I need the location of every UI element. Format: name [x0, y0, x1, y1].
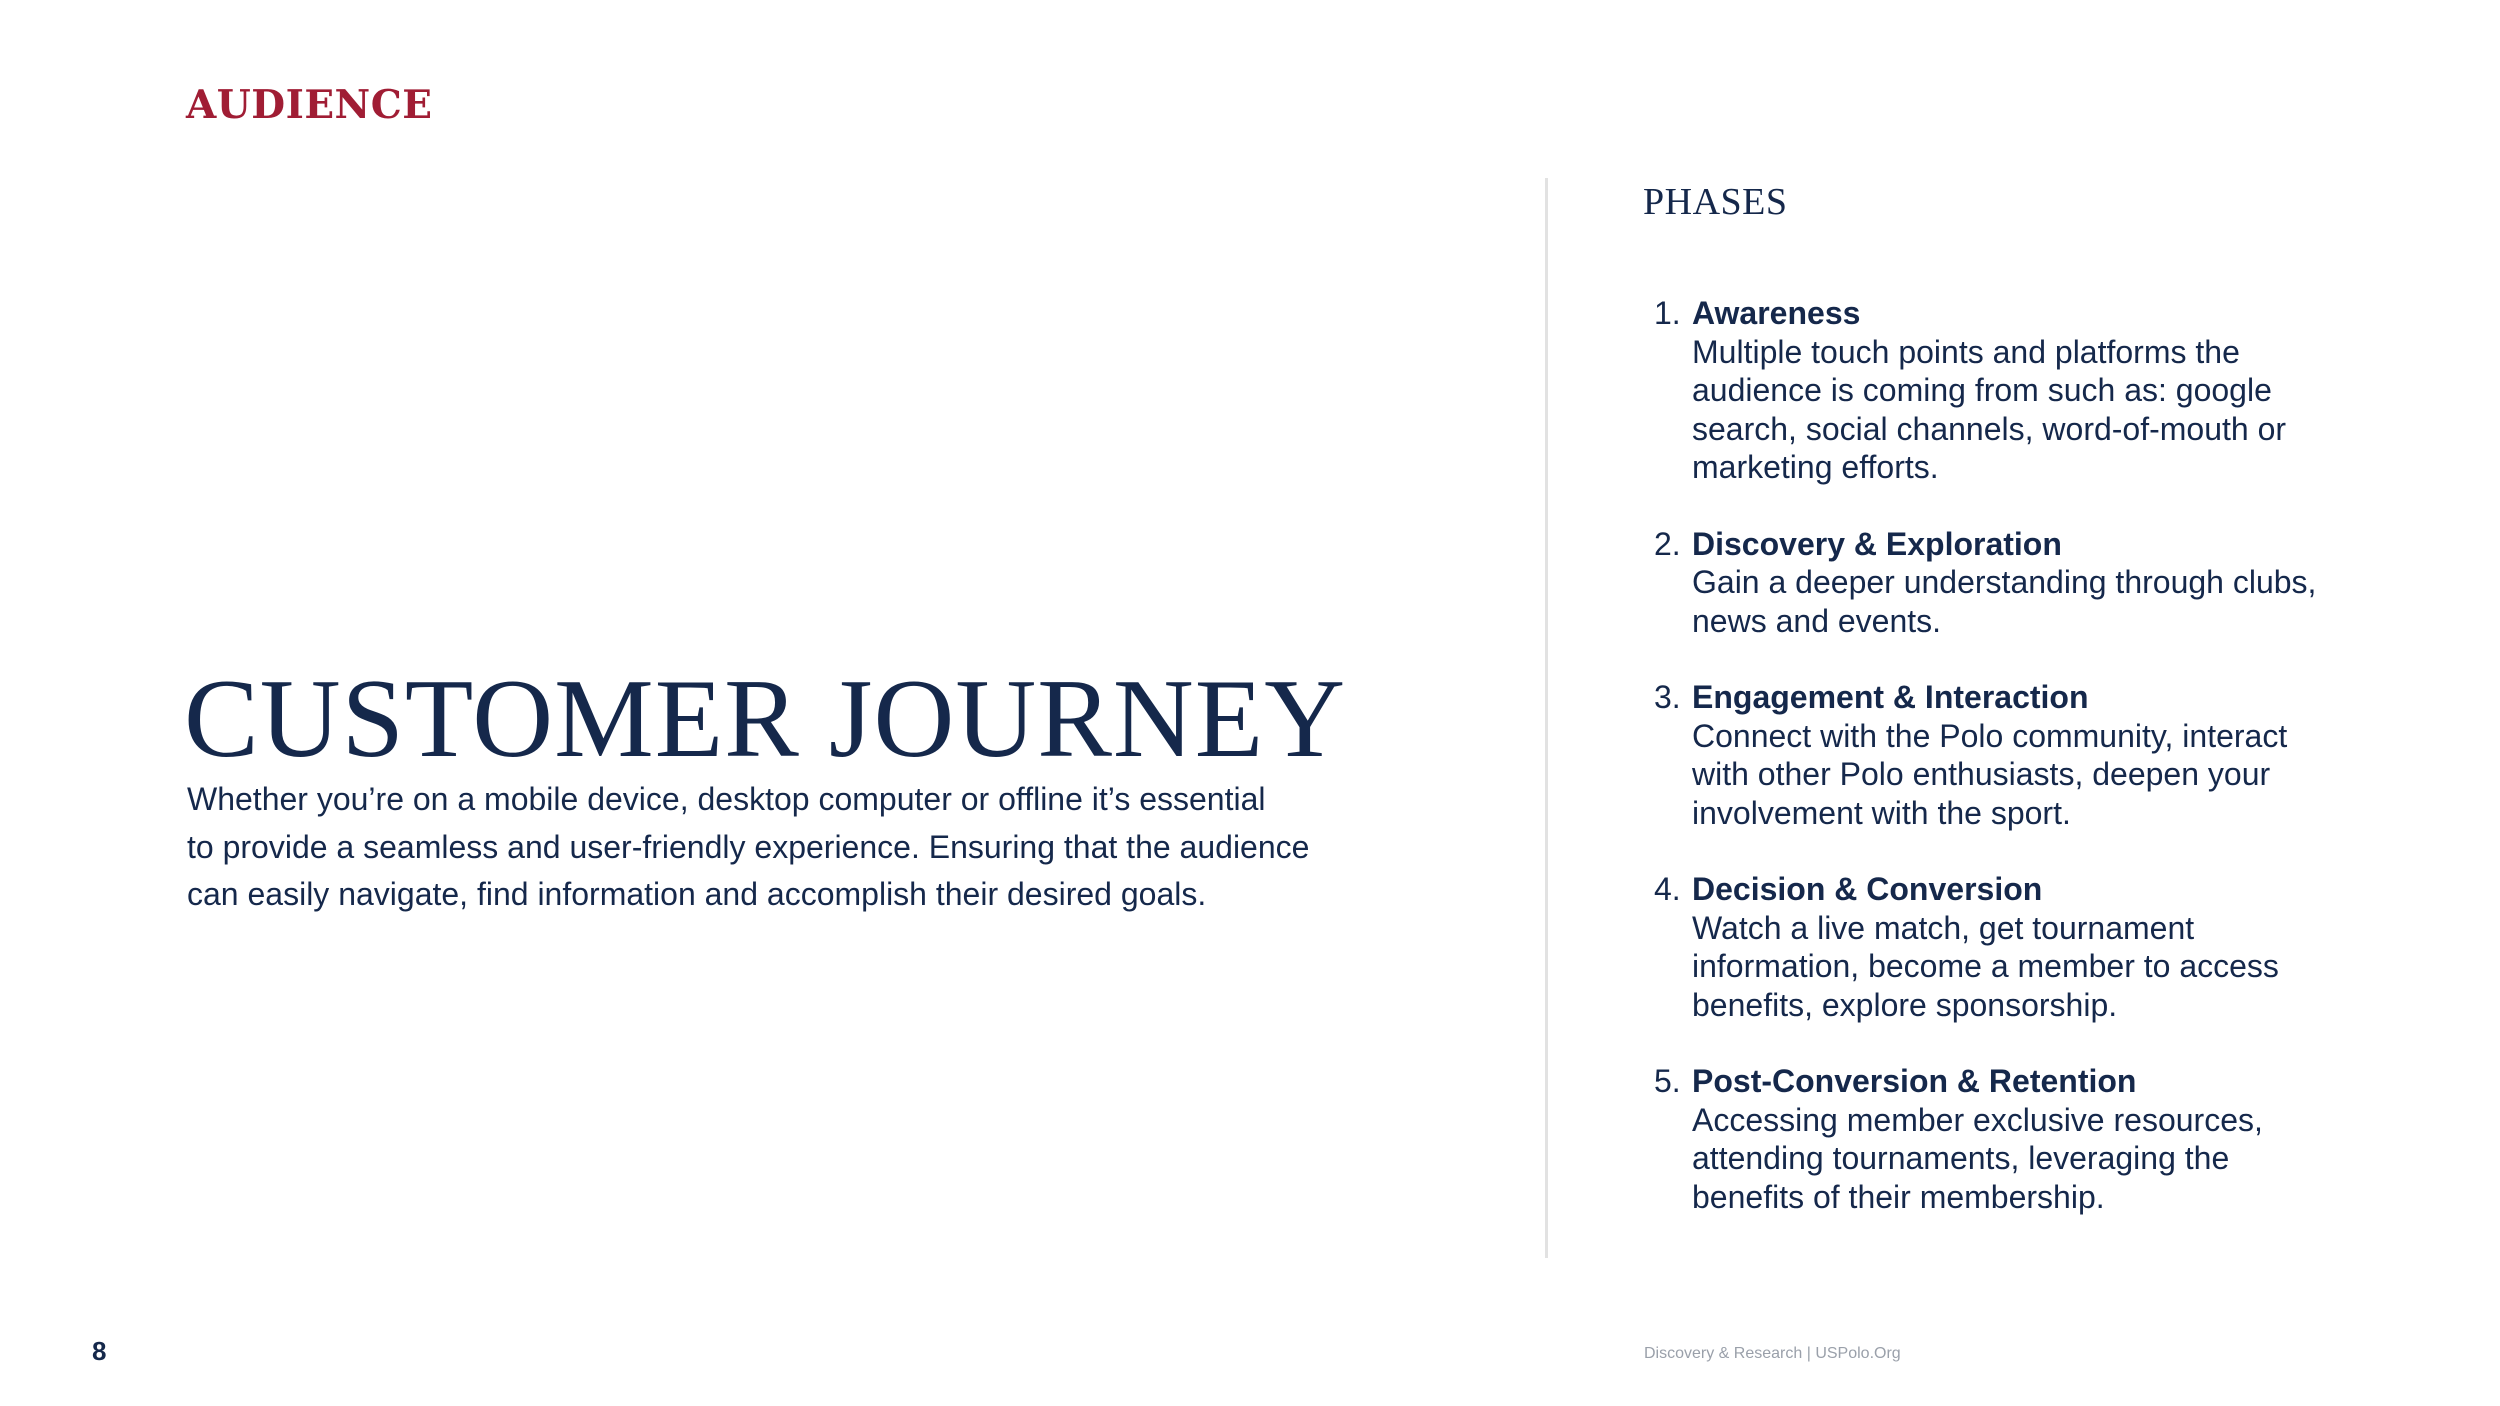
phase-item-awareness [1640, 294, 2400, 487]
phase-item-engagement [1640, 678, 2400, 832]
phase-number: 1. [1654, 295, 1681, 331]
phase-description-line: marketing efforts. [1692, 449, 1939, 485]
phase-description-line: Accessing member exclusive resources, [1692, 1101, 2263, 1138]
phase-description-line: benefits of their membership. [1692, 1178, 2105, 1215]
phase-description-line: attending tournaments, leveraging the [1692, 1140, 2230, 1176]
phase-number: 2. [1654, 525, 1681, 562]
intro-line: can easily navigate, find information and accomplish their desired goals. [187, 876, 1207, 912]
intro-line: to provide a seamless and user-friendly experience. Ensuring that the audience [187, 828, 1310, 865]
phase-number: 3. [1654, 679, 1681, 715]
page-number: 8 [92, 1336, 107, 1366]
page-title: CUSTOMER JOURNEY [184, 657, 1347, 782]
intro-paragraph [187, 776, 1367, 919]
phase-number: 5. [1654, 1063, 1681, 1099]
phase-item-discovery [1640, 525, 2400, 641]
phase-description-line: benefits, explore sponsorship. [1692, 986, 2118, 1023]
phase-description-line: Connect with the Polo community, interact [1692, 717, 2288, 754]
phase-description-line: Gain a deeper understanding through clubs, [1692, 564, 2317, 600]
intro-line: Whether you’re on a mobile device, desktop computer or offline it’s essential [187, 781, 1266, 817]
phase-list [1640, 294, 2400, 1254]
phase-title: Post-Conversion & Retention [1692, 1063, 2137, 1099]
phase-item-retention [1640, 1062, 2400, 1216]
phase-number: 4. [1654, 871, 1681, 907]
vertical-divider [1545, 178, 1548, 1258]
phase-description-line: Multiple touch points and platforms the [1692, 333, 2240, 370]
phase-description-line: information, become a member to access [1692, 948, 2279, 984]
phase-description-line: audience is coming from such as: google [1692, 372, 2272, 408]
phase-description-line: involvement with the sport. [1692, 794, 2071, 831]
phases-heading: PHASES [1643, 181, 1788, 223]
phase-description-line: news and events. [1692, 602, 1942, 639]
phase-item-decision [1640, 870, 2400, 1024]
section-label: AUDIENCE [186, 82, 433, 128]
phase-title: Discovery & Exploration [1692, 525, 2062, 562]
phase-title: Engagement & Interaction [1692, 679, 2089, 715]
phase-title: Decision & Conversion [1692, 871, 2043, 907]
phase-title: Awareness [1692, 295, 1861, 331]
phase-description-line: search, social channels, word-of-mouth or [1692, 410, 2287, 447]
phase-description-line: Watch a live match, get tournament [1692, 909, 2195, 946]
phase-description-line: with other Polo enthusiasts, deepen your [1692, 756, 2271, 792]
footer-text: Discovery & Research | USPolo.Org [1644, 1345, 1901, 1362]
